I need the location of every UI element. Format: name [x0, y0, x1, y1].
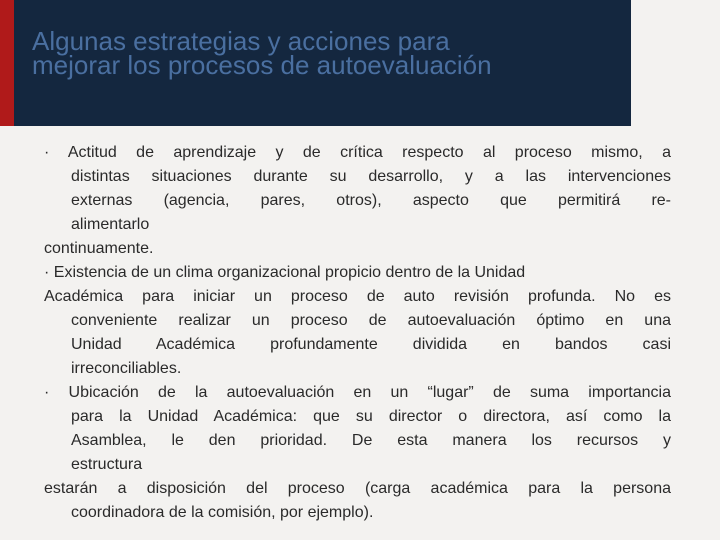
body-line: continuamente.: [44, 240, 154, 257]
body-line: alimentarlo: [71, 216, 150, 233]
body-line: estarán a disposición del proceso (carga académica para la persona: [44, 480, 671, 497]
body-line: irreconciliables.: [71, 360, 182, 377]
title-line: mejorar los procesos de autoevaluación: [32, 50, 492, 80]
body-line: estructura: [71, 456, 143, 473]
body-line: Asamblea, le den prioridad. De esta manera los recursos y: [71, 432, 671, 449]
slide-title: [32, 24, 622, 80]
body-line: externas (agencia, pares, otros), aspecto que permitirá re-: [71, 192, 671, 209]
body-line: coordinadora de la comisión, por ejemplo).: [71, 504, 374, 521]
body-line: conveniente realizar un proceso de autoevaluación óptimo en una: [71, 312, 671, 329]
body-line: · Existencia de un clima organizacional propicio dentro de la Unidad: [44, 264, 526, 281]
slide-body: [44, 141, 671, 525]
accent-strip: [0, 0, 14, 126]
body-line: para la Unidad Académica: que su director o directora, así como la: [71, 408, 671, 425]
body-line: Unidad Académica profundamente dividida en bandos casi: [71, 336, 671, 353]
body-line: distintas situaciones durante su desarrollo, y a las intervenciones: [71, 168, 671, 185]
body-line: · Ubicación de la autoevaluación en un “lugar” de suma importancia: [44, 384, 671, 401]
title-line: Algunas estrategias y acciones para: [32, 26, 450, 56]
body-line: Académica para iniciar un proceso de auto revisión profunda. No es: [44, 288, 671, 305]
body-line: · Actitud de aprendizaje y de crítica respecto al proceso mismo, a: [44, 144, 671, 161]
